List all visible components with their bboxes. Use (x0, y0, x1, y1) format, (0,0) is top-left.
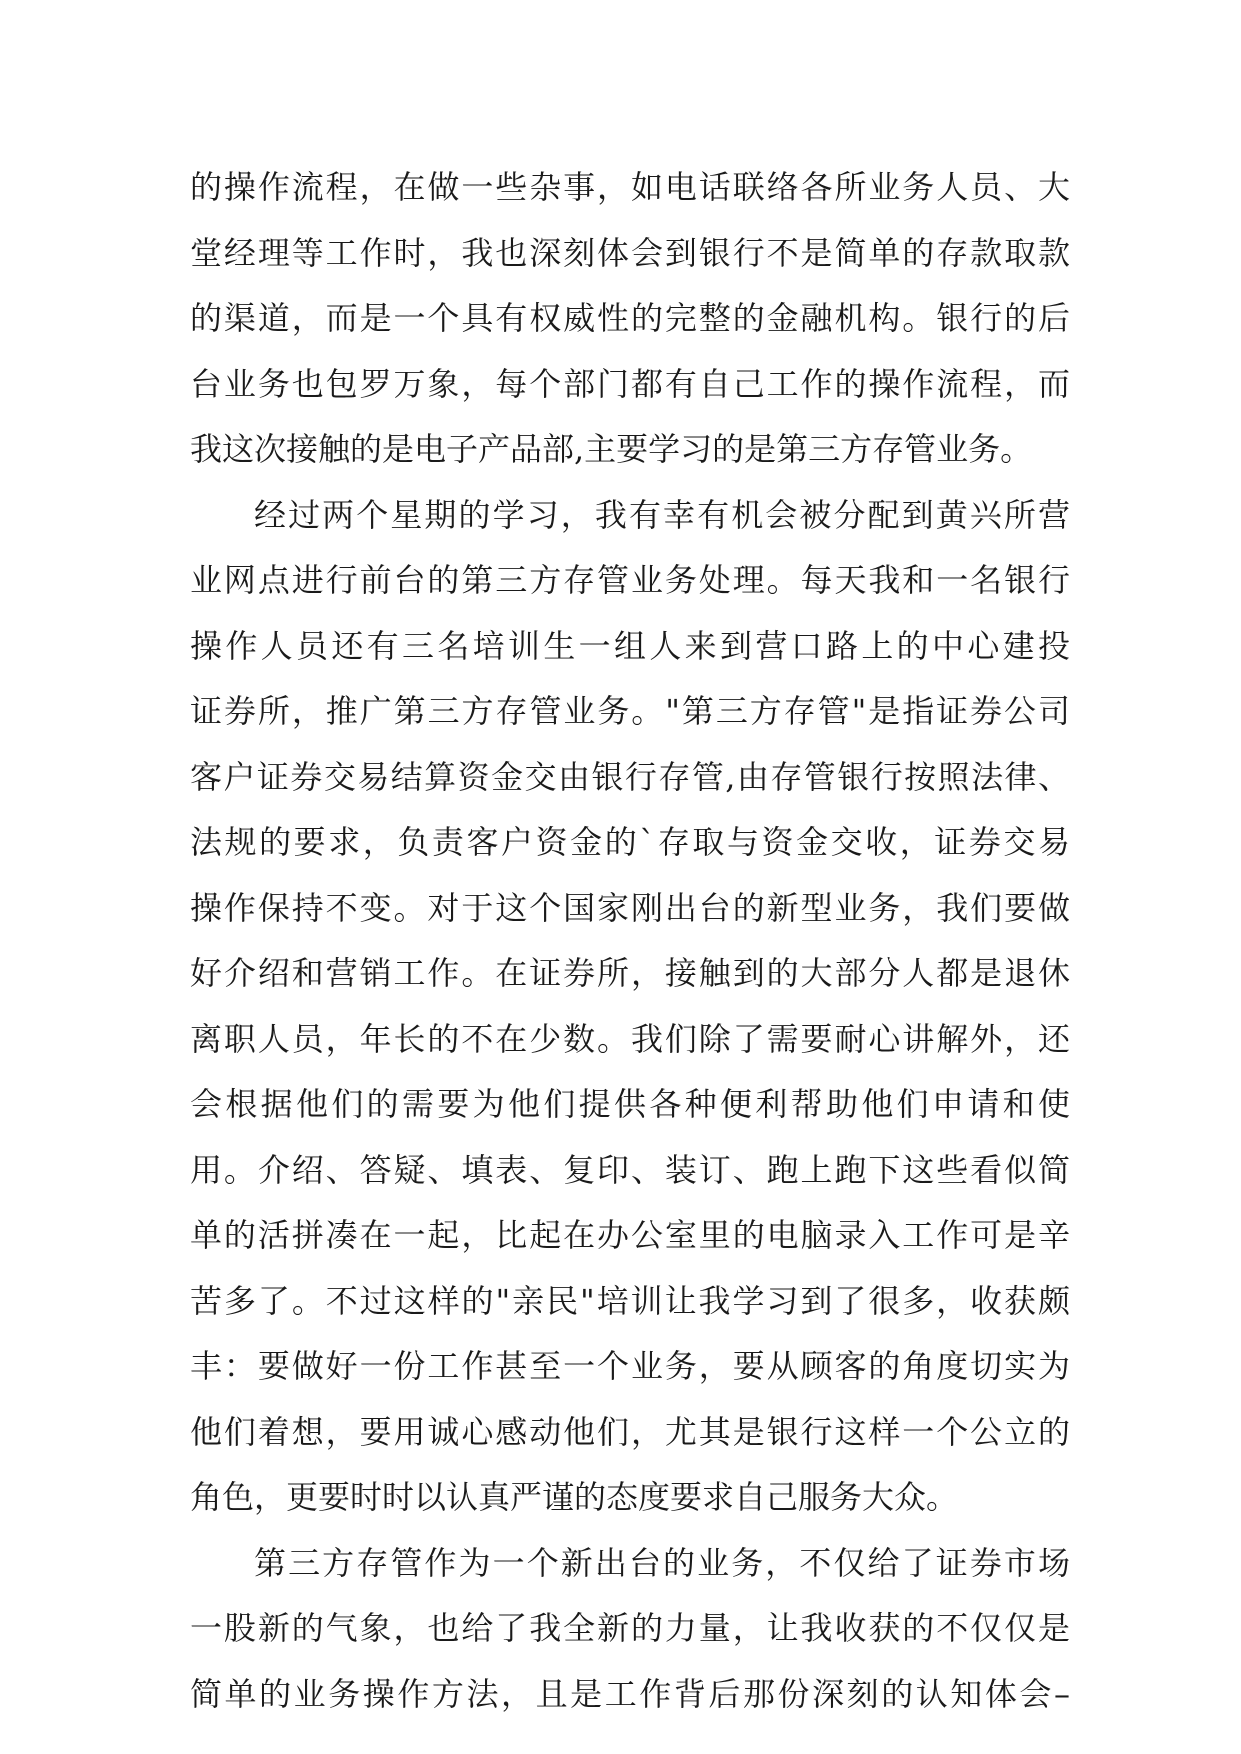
text-line: 台业务也包罗万象，每个部门都有自己工作的操作流程，而 (190, 364, 1070, 403)
text-line: 离职人员，年长的不在少数。我们除了需要耐心讲解外，还 (190, 1019, 1070, 1058)
text-line: 第三方存管作为一个新出台的业务，不仅给了证券市场 (254, 1543, 1070, 1582)
text-line: 我这次接触的是电子产品部,主要学习的是第三方存管业务。 (190, 430, 1033, 468)
text-line: 单的活拼凑在一起，比起在办公室里的电脑录入工作可是辛 (190, 1216, 1070, 1254)
text-line: 丰：要做好一份工作甚至一个业务，要从顾客的角度切实为 (190, 1347, 1070, 1385)
text-line: 业网点进行前台的第三方存管业务处理。每天我和一名银行 (190, 561, 1070, 599)
text-line: 客户证券交易结算资金交由银行存管,由存管银行按照法律、 (190, 757, 1070, 796)
text-line: 他们着想，要用诚心感动他们，尤其是银行这样一个公立的 (190, 1412, 1070, 1451)
text-line: 用。介绍、答疑、填表、复印、装订、跑上跑下这些看似简 (190, 1150, 1070, 1189)
text-line: 的操作流程，在做一些杂事，如电话联络各所业务人员、大 (190, 168, 1070, 206)
text-line: 的渠道，而是一个具有权威性的完整的金融机构。银行的后 (190, 299, 1070, 337)
text-line: 证券所，推广第三方存管业务。"第三方存管"是指证券公司 (190, 692, 1070, 730)
text-line: 角色，更要时时以认真严谨的态度要求自己服务大众。 (190, 1478, 959, 1516)
text-line: 苦多了。不过这样的"亲民"培训让我学习到了很多，收获颇 (190, 1281, 1070, 1320)
body-text (190, 155, 1070, 1727)
text-line: 好介绍和营销工作。在证券所，接触到的大部分人都是退休 (190, 954, 1070, 992)
text-line: 一股新的气象，也给了我全新的力量，让我收获的不仅仅是 (190, 1609, 1070, 1647)
text-line: 经过两个星期的学习，我有幸有机会被分配到黄兴所营 (254, 495, 1070, 534)
text-line: 堂经理等工作时，我也深刻体会到银行不是简单的存款取款 (190, 233, 1070, 272)
text-line: 会根据他们的需要为他们提供各种便利帮助他们申请和使 (190, 1085, 1070, 1123)
text-line: 操作人员还有三名培训生一组人来到营口路上的中心建投 (190, 626, 1070, 665)
text-line: 法规的要求，负责客户资金的`存取与资金交收，证券交易 (190, 823, 1070, 861)
text-line: 操作保持不变。对于这个国家刚出台的新型业务，我们要做 (190, 888, 1070, 927)
text-line: 简单的业务操作方法，且是工作背后那份深刻的认知体会– (190, 1674, 1070, 1713)
